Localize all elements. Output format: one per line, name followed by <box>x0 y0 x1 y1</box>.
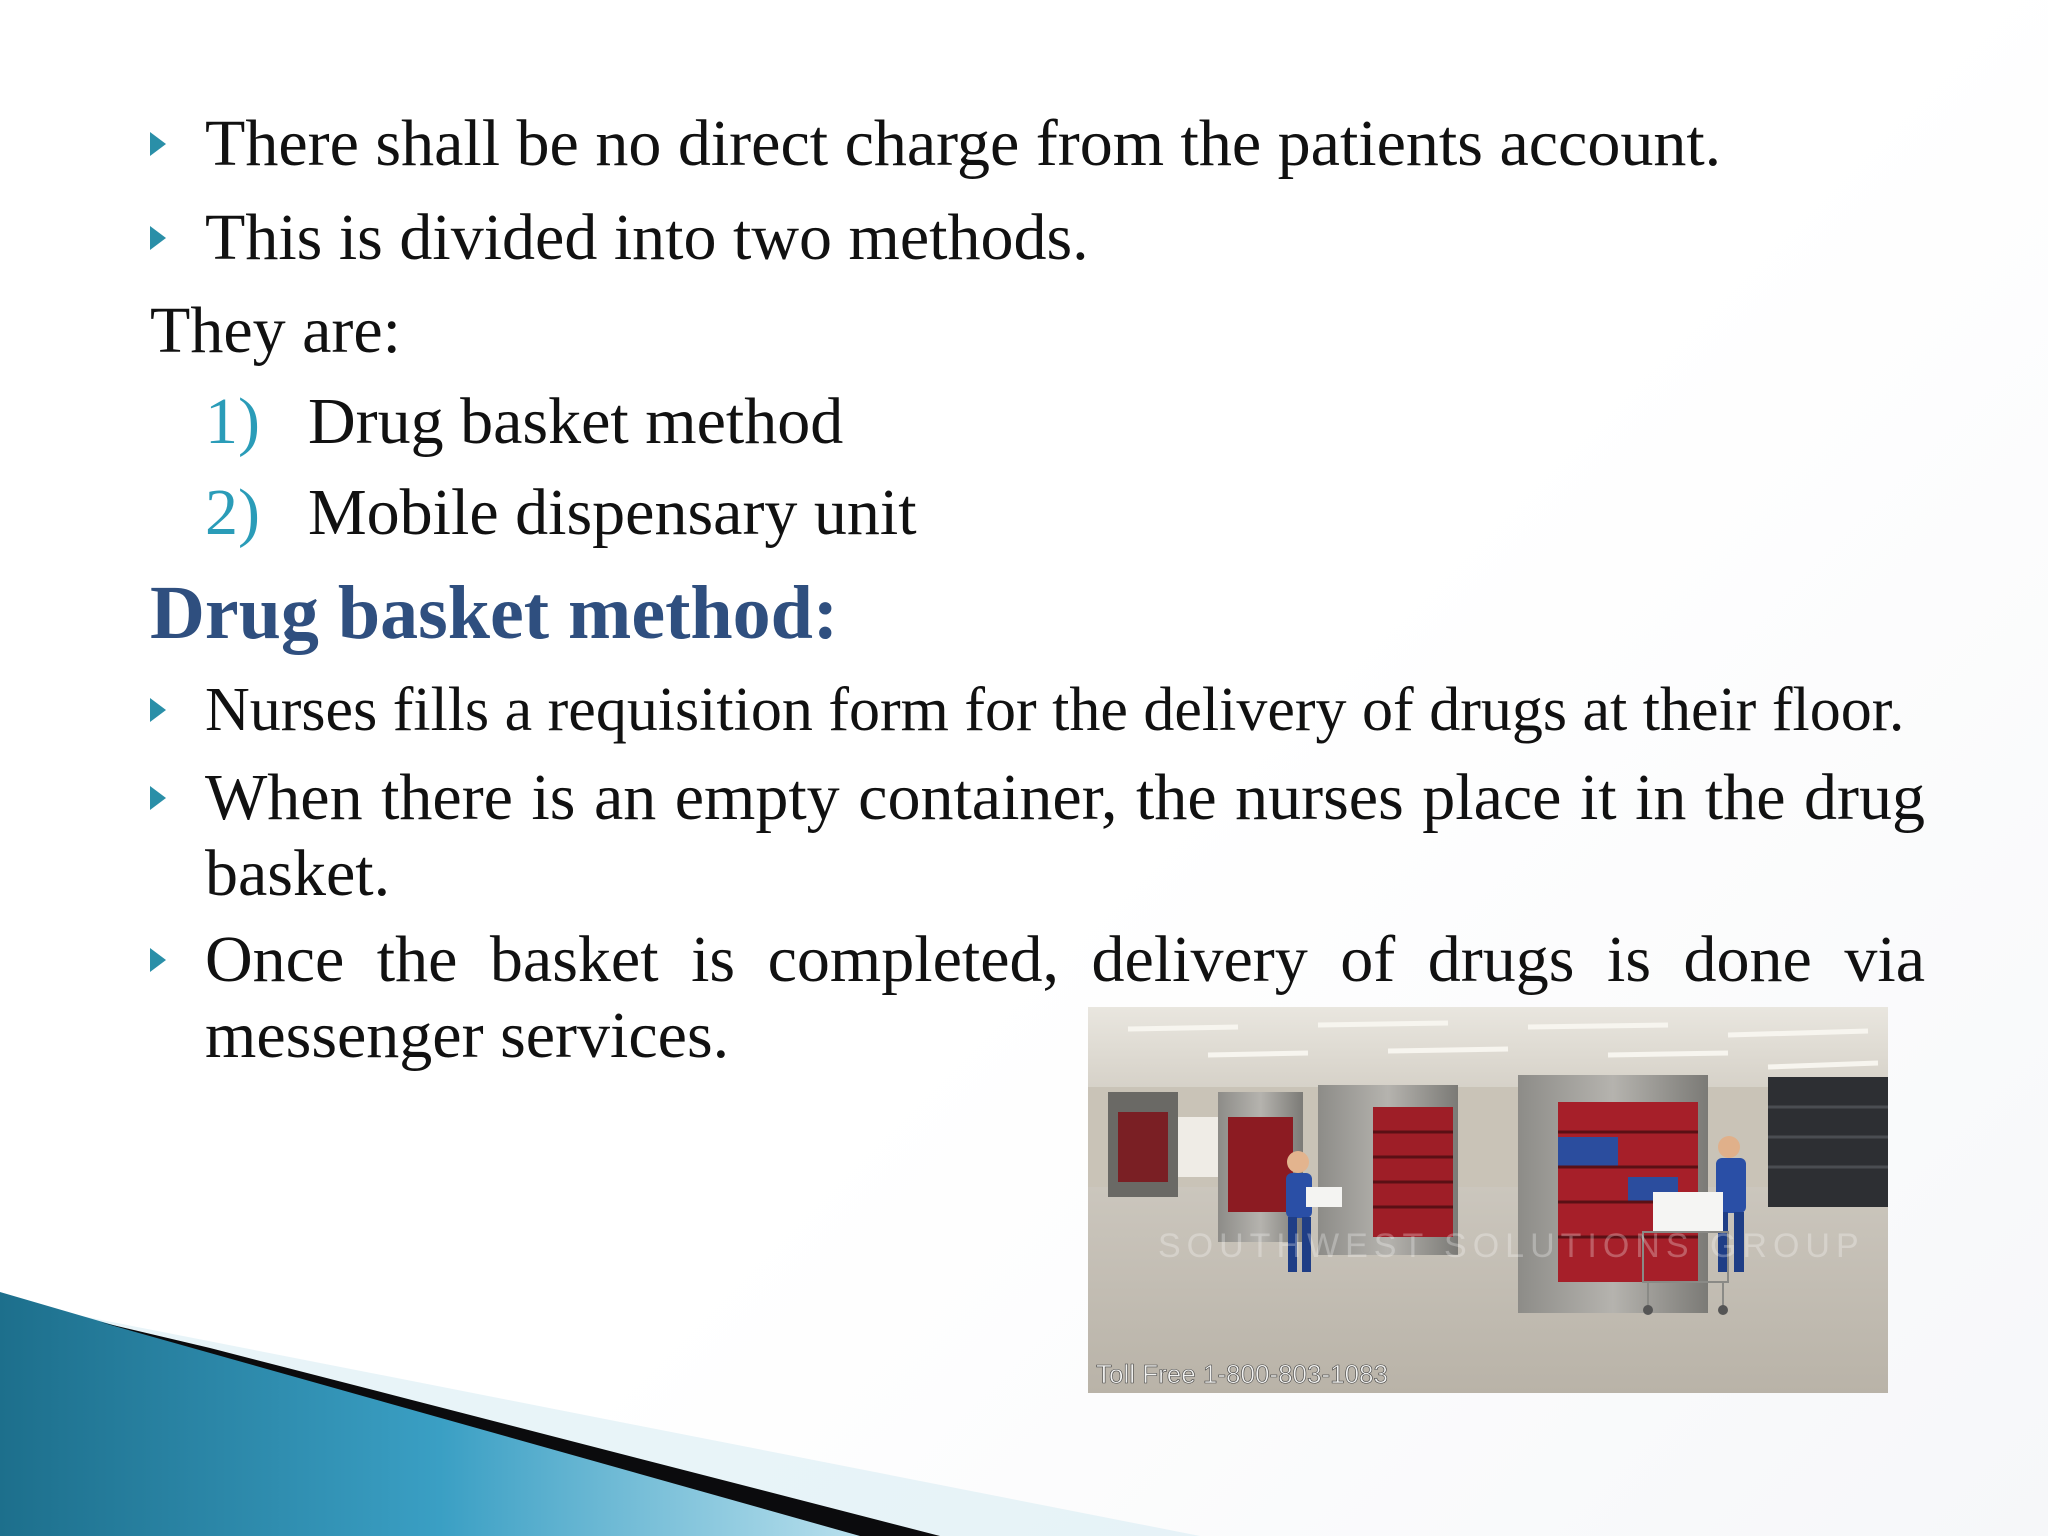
bullet-text: When there is an empty container, the nurses place it in the drug basket. <box>205 761 1925 910</box>
photo-watermark: SOUTHWEST SOLUTIONS GROUP <box>1158 1227 1865 1265</box>
bullet-text: This is divided into two methods. <box>205 201 1089 274</box>
item-label: Drug basket method <box>308 385 844 458</box>
section-heading: Drug basket method: <box>150 571 839 655</box>
item-number: 1) <box>205 385 260 458</box>
bullet-text: Once the basket is completed, delivery of drugs is done via messenger services. <box>205 923 1925 1072</box>
bullet-text: Nurses fills a requisition form for the delivery of drugs at their floor. <box>205 676 1905 744</box>
bullet-text: There shall be no direct charge from the patients account. <box>205 107 1722 180</box>
photo-caption: Toll Free 1-800-803-1083 <box>1096 1359 1388 1389</box>
intro-text: They are: <box>150 294 402 367</box>
item-number: 2) <box>205 476 260 549</box>
item-label: Mobile dispensary unit <box>308 476 917 549</box>
